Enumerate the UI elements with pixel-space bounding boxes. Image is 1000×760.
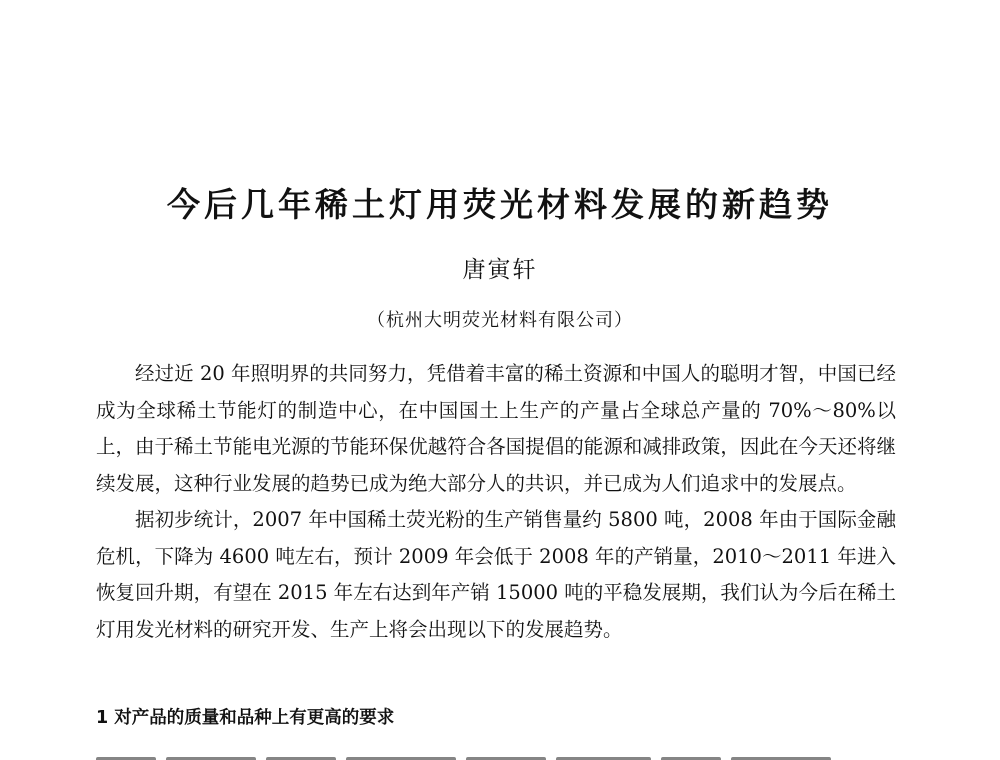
paragraph-2: 据初步统计，2007 年中国稀土荧光粉的生产销售量约 5800 吨，2008 年由于国际金融危机，下降为 4600 吨左右，预计 2009 年会低于 2008 年的产销量，2010～2011 年进入恢复回升期，有望在 2015 年左右达到年产销 15000 吨的平稳发展期，我们认为今后在稀土灯用发光材料的研究开发、生产上将会出现以下的发展趋势。 xyxy=(96,508,896,641)
paragraph-1: 经过近 20 年照明界的共同努力，凭借着丰富的稀土资源和中国人的聪明才智，中国已经成为全球稀土节能灯的制造中心，在中国国土上生产的产量占全球总产量的 70%～80%以上，由于稀土节能电光源的节能环保优越符合各国提倡的能源和减排政策，因此在今天还将继续发展，这种行业发展的趋势已成为绝大部分人的共识，并已成为人们追求中的发展点。 xyxy=(96,362,896,495)
document-title: 今后几年稀土灯用荧光材料发展的新趋势 xyxy=(167,185,833,224)
author-name: 唐寅轩 xyxy=(462,257,538,283)
body-text xyxy=(96,356,896,648)
section-heading-1: 1 对产品的质量和品种上有更高的要求 xyxy=(96,708,395,728)
cut-off-text-line xyxy=(96,748,896,760)
author-affiliation: （杭州大明荧光材料有限公司） xyxy=(367,310,633,331)
